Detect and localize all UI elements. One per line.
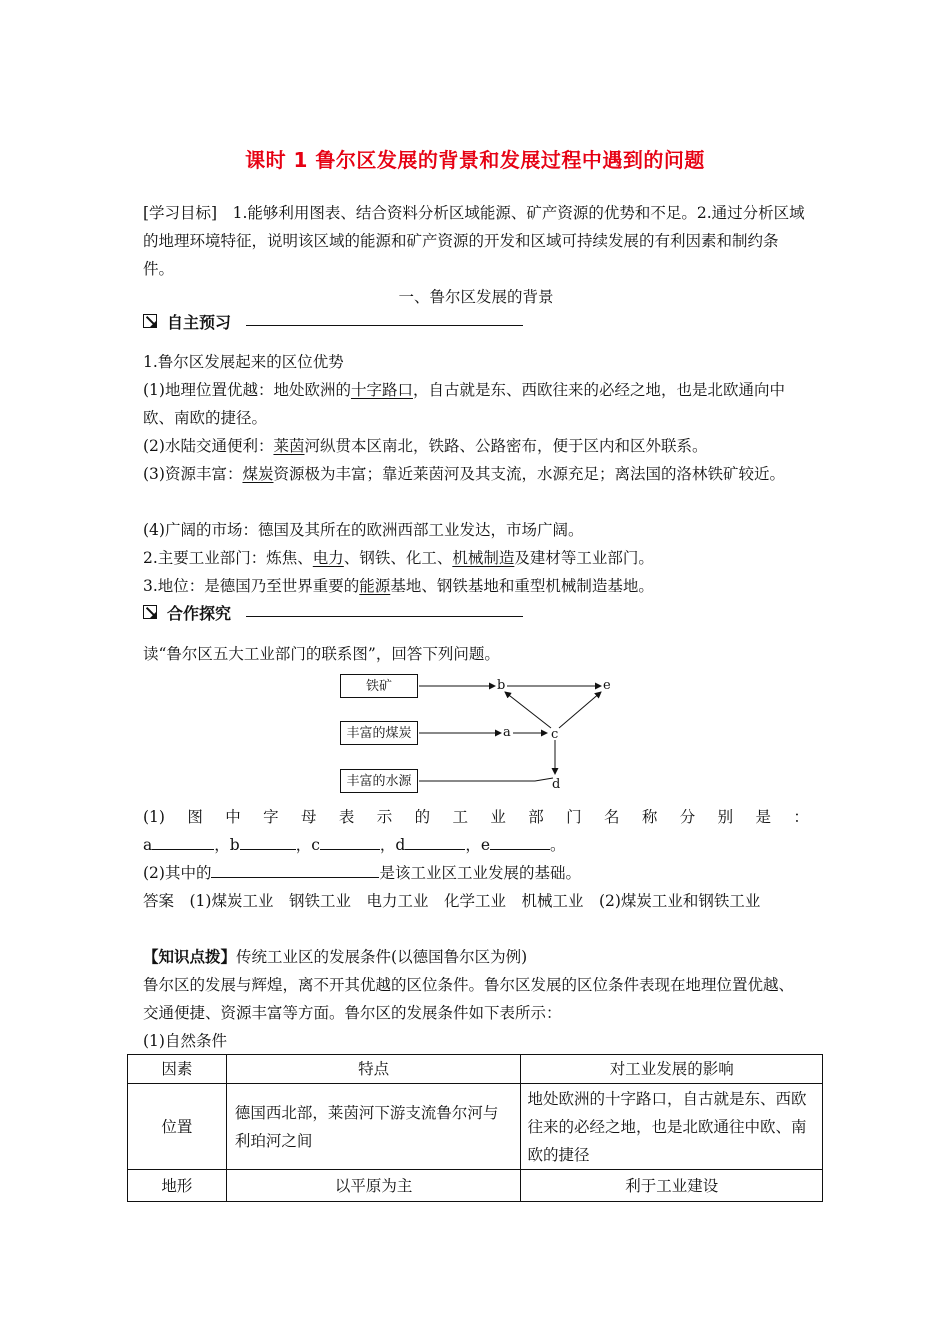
q1-char: 母: [300, 808, 317, 826]
arrow-c-to-b: [505, 692, 551, 728]
inquiry-intro: 读“鲁尔区五大工业部门的联系图”，回答下列问题。: [143, 645, 500, 663]
text: (3)资源丰富：: [143, 465, 243, 483]
answer-blank-c[interactable]: [320, 835, 380, 850]
knowledge-heading: [143, 943, 809, 971]
answer-blank-b[interactable]: [240, 835, 296, 850]
text: 是该工业区工业发展的基础。: [379, 864, 581, 882]
conditions-table: [127, 1054, 823, 1202]
text: 、钢铁、化工、: [343, 549, 453, 567]
table-cell: 地处欧洲的十字路口，自古就是东、西欧往来的必经之地，也是北欧通往中欧、南欧的捷径: [521, 1084, 823, 1170]
table-cell: 以平原为主: [226, 1170, 521, 1202]
q1-char: 称: [641, 808, 658, 826]
table-cell: 德国西北部，莱茵河下游支流鲁尔河与利珀河之间: [226, 1084, 521, 1170]
q1-char: 表: [338, 808, 355, 826]
learning-objectives: [学习目标] 1.能够利用图表、结合资料分析区域能源、矿产资源的优势和不足。2.通过分析区域的地理环境特征，说明该区域的能源和矿产资源的开发和区域可持续发展的有利因素和制约条件。: [143, 204, 805, 278]
table-header-row: [128, 1055, 823, 1084]
arrow-c-to-e: [559, 692, 601, 728]
preview-item-1-4: (4)广阔的市场：德国及其所在的欧洲西部工业发达，市场广阔。: [143, 521, 584, 539]
answer-underlined: 机械制造: [452, 549, 515, 567]
box-coal: 丰富的煤炭: [340, 721, 418, 745]
preview-item-2: [143, 544, 809, 572]
q1-char: 别: [717, 808, 734, 826]
preview-item-1-1: [143, 376, 809, 432]
blank-label: ，c: [295, 836, 320, 854]
answer-blank-q2[interactable]: [211, 863, 379, 878]
question-1-blanks: [143, 831, 809, 859]
knowledge-title: 传统工业区的发展条件(以德国鲁尔区为例): [236, 948, 528, 966]
answer-underlined: 莱茵: [273, 437, 305, 455]
blank-label: ，d: [379, 836, 406, 854]
blank-label: ，e: [465, 836, 490, 854]
text: 基地、钢铁基地和重型机械制造基地。: [390, 577, 654, 595]
text: 资源极为丰富；靠近莱茵河及其支流，水源充足；离法国的洛林铁矿较近。: [273, 465, 785, 483]
section-label: 自主预习: [167, 312, 232, 332]
answer-underlined: 电力: [312, 549, 344, 567]
section-rule: [246, 616, 523, 617]
section-rule: [246, 325, 523, 326]
section-header-inquiry: [143, 600, 231, 624]
text: (2)水陆交通便利：: [143, 437, 274, 455]
industry-link-diagram: [335, 668, 625, 798]
question-1: [143, 803, 809, 831]
q1-char: 部: [528, 808, 544, 826]
q1-char: 是: [755, 808, 771, 826]
node-d: d: [552, 777, 561, 792]
q1-char: 分: [679, 808, 696, 826]
text: 河纵贯本区南北，铁路、公路密布，便于区内和区外联系。: [304, 437, 708, 455]
q1-char: 图: [187, 808, 203, 826]
preview-item-1-3: [143, 460, 809, 488]
preview-item-3: [143, 572, 809, 600]
preview-item-1-2: [143, 432, 809, 460]
node-c: c: [551, 727, 559, 742]
answer-underlined: 十字路口: [350, 381, 413, 399]
blank-label: a: [143, 836, 153, 854]
box-water: 丰富的水源: [340, 769, 418, 793]
q1-char: (1): [143, 808, 165, 826]
answer-blank-d[interactable]: [405, 835, 465, 850]
section-label: 合作探究: [167, 603, 232, 623]
answer-blank-e[interactable]: [490, 835, 550, 850]
text: 及建材等工业部门。: [514, 549, 654, 567]
section-marker-icon: [143, 605, 157, 619]
part-heading: 一、鲁尔区发展的背景: [398, 288, 554, 306]
q1-char: ：: [793, 808, 809, 826]
blank-label: ，b: [214, 836, 240, 854]
preview-item-1: 1.鲁尔区发展起来的区位优势: [143, 353, 344, 371]
knowledge-tag: 【知识点拨】: [143, 948, 237, 966]
answer-text: 答案 (1)煤炭工业 钢铁工业 电力工业 化学工业 机械工业 (2)煤炭工业和钢铁工业: [143, 892, 761, 910]
q1-char: 工: [452, 808, 468, 826]
text: (2)其中的: [143, 864, 212, 882]
text: 2.主要工业部门：炼焦、: [143, 549, 313, 567]
table-row: [128, 1170, 823, 1202]
blank-label: 。: [550, 836, 566, 854]
box-iron-ore: 铁矿: [340, 674, 418, 698]
q1-char: 业: [490, 808, 506, 826]
node-e: e: [603, 678, 611, 693]
table-cell: 利于工业建设: [521, 1170, 823, 1202]
question-2: [143, 859, 809, 887]
text: ，自古就是东、西欧往来的必经之地，也是北欧通向中欧、南欧的捷径。: [143, 381, 785, 427]
table-row: [128, 1084, 823, 1170]
answer-underlined: 能源: [359, 577, 391, 595]
q1-char: 示: [376, 808, 393, 826]
section-marker-icon: [143, 314, 157, 328]
node-a: a: [503, 725, 511, 740]
arrow-water-to-d: [419, 778, 553, 781]
q1-char: 门: [566, 808, 582, 826]
q1-char: 中: [225, 808, 241, 826]
section-header-preview: [143, 309, 231, 333]
q1-char: 名: [603, 808, 620, 826]
answer-underlined: 煤炭: [242, 465, 274, 483]
header-cell: 特点: [226, 1055, 521, 1084]
answer-blank-a[interactable]: [152, 835, 214, 850]
text: 3.地位：是德国乃至世界重要的: [143, 577, 360, 595]
table-cell: 地形: [128, 1170, 227, 1202]
page-title: 课时 1 鲁尔区发展的背景和发展过程中遇到的问题: [245, 148, 705, 172]
header-cell: 对工业发展的影响: [521, 1055, 823, 1084]
text: (1)地理位置优越：地处欧洲的: [143, 381, 351, 399]
header-cell: 因素: [128, 1055, 227, 1084]
node-b: b: [497, 678, 506, 693]
table-cell: 位置: [128, 1084, 227, 1170]
knowledge-paragraph: 鲁尔区的发展与辉煌，离不开其优越的区位条件。鲁尔区发展的区位条件表现在地理位置优越、交通便捷、资源丰富等方面。鲁尔区的发展条件如下表所示：: [143, 976, 795, 1022]
q1-char: 字: [263, 808, 279, 826]
q1-char: 的: [414, 808, 431, 826]
natural-conditions-heading: (1)自然条件: [143, 1032, 227, 1050]
